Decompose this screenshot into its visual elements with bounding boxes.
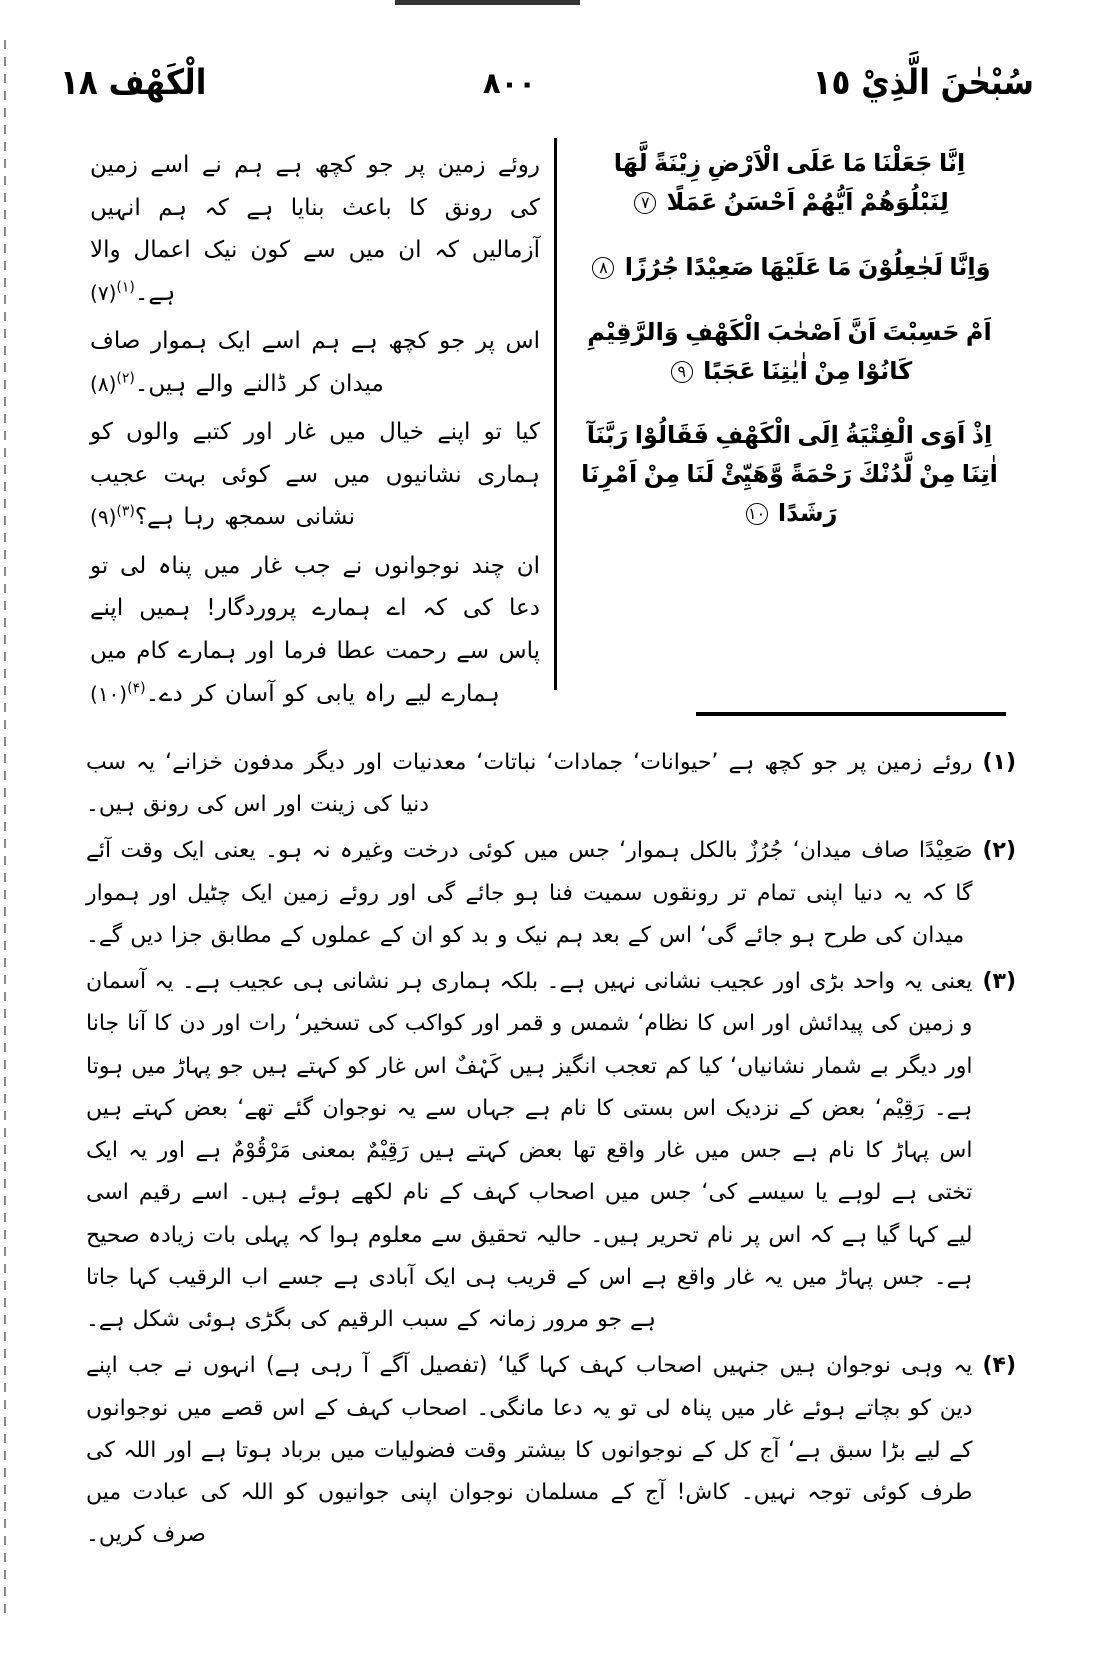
translation-7-verse-number: (۷)	[90, 280, 117, 305]
footnote-1-marker: (۱)	[982, 750, 1016, 775]
translation-8-footnote-marker[interactable]: (۲)	[116, 370, 135, 387]
ayah-9-text: اَمْ حَسِبْتَ اَنَّ اَصْحٰبَ الْكَهْفِ وَالرَّقِيْمِ كَانُوْا مِنْ اٰيٰتِنَا عَجَبًا	[587, 317, 992, 385]
ayah-7-number: ٧	[634, 192, 656, 214]
footnote-4	[86, 1345, 1016, 1556]
translation-9	[90, 411, 540, 539]
ayah-7	[573, 144, 1006, 222]
translation-7-text: روئے زمین پر جو کچھ ہے ہم نے اسے زمین کی رونق کا باعث بنایا ہے کہ ہم انہیں آزمالیں کہ ان میں سے کون نیک اعمال والا ہے۔	[90, 152, 540, 306]
translation-9-footnote-marker[interactable]: (۳)	[116, 503, 135, 520]
urdu-translation-column	[86, 138, 554, 707]
footnote-3-text: یعنی یہ واحد بڑی اور عجیب نشانی نہیں ہے۔ بلکہ ہماری ہر نشانی ہی عجیب ہے۔ یہ آسمان و زمین کی پیدائش اور اس کا نظام‘ شمس و قمر اور کواکب کی تسخیر‘ رات اور دن کا آنا جانا اور دیگر بے شمار نشانیاں‘ کیا کم تعجب انگیز ہیں کَہْفٌ اس غار کو کہتے ہیں جو پہاڑ میں ہوتا ہے۔ رَقِیْم‘ بعض کے نزدیک اس بستی کا نام ہے جہاں سے یہ نوجوان گئے تھے‘ بعض کہتے ہیں اس پہاڑ کا نام ہے جس میں غار واقع تھا بعض کہتے ہیں رَقِیْمٌ بمعنی مَرْقُوْمٌ ہے اور یہ ایک تختی ہے لوہے یا سیسے کی‘ جس میں اصحاب کہف کے نام لکھے ہوئے ہیں۔ اسے رقیم اسی لیے کہا گیا ہے کہ اس پر نام تحریر ہیں۔ حالیہ تحقیق سے معلوم ہوا کہ پہلی بات زیادہ صحیح ہے۔ جس پہاڑ میں یہ غار واقع ہے اس کے قریب ہی ایک آبادی ہے جسے اب الرقیب کہا جاتا ہے جو مرور زمانہ کے سبب الرقیم کی بگڑی ہوئی شکل ہے۔	[86, 969, 973, 1333]
translation-7	[90, 144, 540, 314]
footnote-4-text: یہ وہی نوجوان ہیں جنہیں اصحاب کہف کہا گیا‘ (تفصیل آگے آ رہی ہے) انہوں نے جب اپنے دین کو بچاتے ہوئے غار میں پناہ لی تو یہ دعا مانگی۔ اصحاب کہف کے اس قصے میں نوجوانوں کے لیے بڑا سبق ہے‘ آج کل کے نوجوانوں کا بیشتر وقت فضولیات میں برباد ہوتا ہے اور اللہ کی طرف کوئی توجہ نہیں۔ کاش! آج کے مسلمان نوجوان اپنی جوانیوں کو اللہ کی عبادت میں صرف کریں۔	[86, 1353, 973, 1548]
translation-10-text: ان چند نوجوانوں نے جب غار میں پناہ لی تو دعا کی کہ اے ہمارے پروردگار! ہمیں اپنے پاس سے رحمت عطا فرما اور ہمارے کام میں ہمارے لیے راہ یابی کو آسان کر دے۔	[90, 552, 540, 707]
footnote-3	[86, 961, 1016, 1341]
footnotes-section	[86, 742, 1016, 1548]
footnote-1-text: روئے زمین پر جو کچھ ہے ’حیوانات‘ جمادات‘ نباتات‘ معدنیات اور دیگر مدفون خزانے‘ یہ سب دنیا کی زینت اور اس کی رونق ہیں۔	[86, 750, 973, 818]
footnote-2	[86, 830, 1016, 957]
translation-8-text: اس پر جو کچھ ہے ہم اسے ایک ہموار صاف میدان کر ڈالنے والے ہیں۔	[90, 328, 540, 397]
ayah-9	[573, 313, 1006, 391]
ayah-9-number: ٩	[671, 361, 693, 383]
page-header	[60, 55, 1034, 111]
translation-8-verse-number: (۸)	[90, 371, 117, 396]
translation-9-text: کیا تو اپنے خیال میں غار اور کتبے والوں کو ہماری نشانیوں میں سے کوئی بہت عجیب نشانی سمجھ رہا ہے؟	[90, 419, 540, 531]
ayah-10	[573, 416, 1006, 533]
footnote-divider-rule	[696, 712, 1006, 716]
scripture-body	[86, 138, 1012, 707]
ayah-8-text: وَاِنَّا لَجٰعِلُوْنَ مَا عَلَيْهَا صَعِيْدًا جُرُزًا	[624, 252, 991, 281]
ayah-7-text: اِنَّا جَعَلْنَا مَا عَلَى الْاَرْضِ زِيْنَةً لَّهَا لِنَبْلُوَهُمْ اَيُّهُمْ اَحْسَنُ عَمَلًا	[613, 149, 966, 216]
ayah-10-text: اِذْ اَوَى الْفِتْيَةُ اِلَى الْكَهْفِ فَقَالُوْا رَبَّنَآ اٰتِنَا مِنْ لَّدُنْكَ رَحْمَةً وَّهَيِّئْ لَنَا مِنْ اَمْرِنَا رَشَدًا	[581, 421, 998, 528]
header-juz-label: سُبْحٰنَ الَّذِيْ ١٥	[812, 62, 1034, 103]
ayah-8	[573, 248, 1006, 287]
footnote-4-marker: (۴)	[982, 1353, 1016, 1379]
translation-8	[90, 320, 540, 405]
footnote-2-marker: (۲)	[982, 838, 1016, 864]
footnote-1	[86, 742, 1016, 826]
footnote-2-text: صَعِیْدًا صاف میدان‘ جُرُزٌ بالکل ہموار‘ جس میں کوئی درخت وغیرہ نہ ہو۔ یعنی ایک وقت آئے گا کہ یہ دنیا اپنی تمام تر رونقوں سمیت فنا ہو جائے گی اور روئے زمین ایک چٹیل اور ہموار میدان کی طرح ہو جائے گی‘ اس کے بعد ہم نیک و بد کو ان کے عملوں کے مطابق جزا دیں گے۔	[86, 838, 973, 948]
arabic-verse-column	[554, 138, 1012, 690]
ayah-8-number: ٨	[592, 257, 614, 279]
translation-7-footnote-marker[interactable]: (۱)	[116, 278, 135, 295]
translation-10-footnote-marker[interactable]: (۴)	[127, 679, 146, 696]
translation-10	[90, 545, 540, 715]
scan-artifact-left-margin	[4, 40, 6, 1620]
scan-artifact-top	[395, 0, 580, 5]
ayah-10-number: ١٠	[746, 503, 768, 525]
header-page-number: ٨٠٠	[482, 65, 537, 100]
translation-10-verse-number: (۱۰)	[90, 681, 128, 706]
footnote-3-marker: (۳)	[982, 969, 1016, 995]
translation-9-verse-number: (۹)	[90, 505, 117, 530]
header-surah-label: الْكَهْف ١٨	[60, 62, 207, 103]
